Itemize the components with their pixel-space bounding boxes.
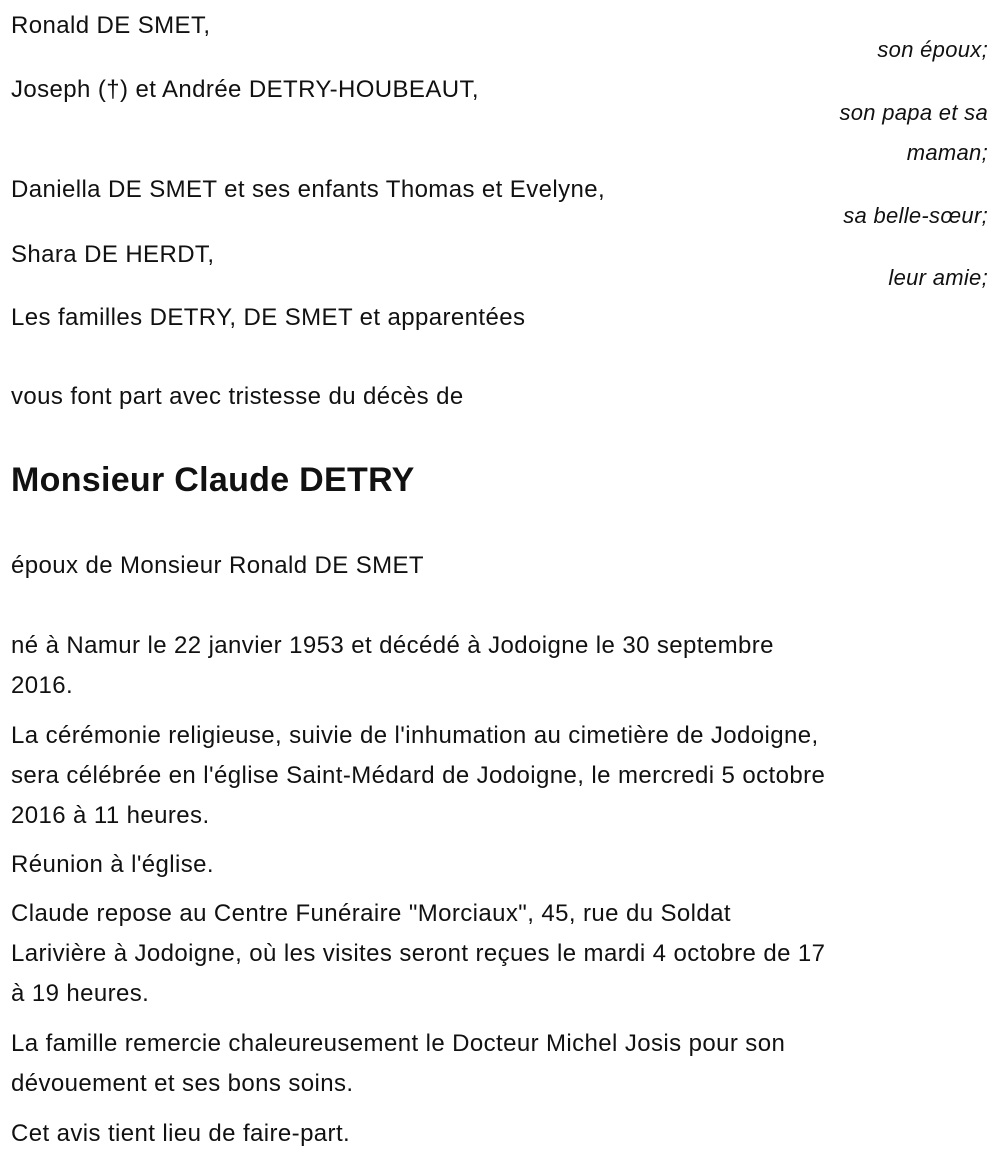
paragraph-visits: Claude repose au Centre Funéraire "Morciaux", 45, rue du Soldat Larivière à Jodoigne, où les visites seront reçues le mardi 4 octobre de 17 à 19 heures.	[11, 900, 826, 1007]
intro-text: vous font part avec tristesse du décès de	[11, 383, 464, 410]
paragraph-thanks: La famille remercie chaleureusement le Docteur Michel Josis pour son dévouement et ses bons soins.	[11, 1030, 786, 1097]
spouse-text: époux de Monsieur Ronald DE SMET	[11, 552, 424, 579]
paragraph-closing: Cet avis tient lieu de faire-part.	[11, 1120, 351, 1147]
paragraph-birth-death: né à Namur le 22 janvier 1953 et décédé à Jodoigne le 30 septembre 2016.	[11, 632, 774, 699]
family-role-2: son papa et sa maman;	[839, 100, 988, 165]
paragraph-ceremony: La cérémonie religieuse, suivie de l'inhumation au cimetière de Jodoigne, sera célébrée en l'église Saint-Médard de Jodoigne, le mercredi 5 octobre 2016 à 11 heures.	[11, 722, 826, 829]
family-name-3: Daniella DE SMET et ses enfants Thomas et Evelyne,	[11, 176, 606, 203]
family-name-2: Joseph (†) et Andrée DETRY-HOUBEAUT,	[11, 76, 479, 103]
family-name-5: Les familles DETRY, DE SMET et apparentées	[11, 304, 526, 331]
family-role-1: son époux;	[877, 37, 988, 62]
family-name-4: Shara DE HERDT,	[11, 241, 215, 268]
family-role-3: sa belle-sœur;	[843, 203, 988, 228]
family-name-1: Ronald DE SMET,	[11, 12, 211, 39]
paragraph-meeting: Réunion à l'église.	[11, 851, 214, 878]
deceased-name: Monsieur Claude DETRY	[11, 461, 415, 499]
family-role-4: leur amie;	[888, 265, 988, 290]
